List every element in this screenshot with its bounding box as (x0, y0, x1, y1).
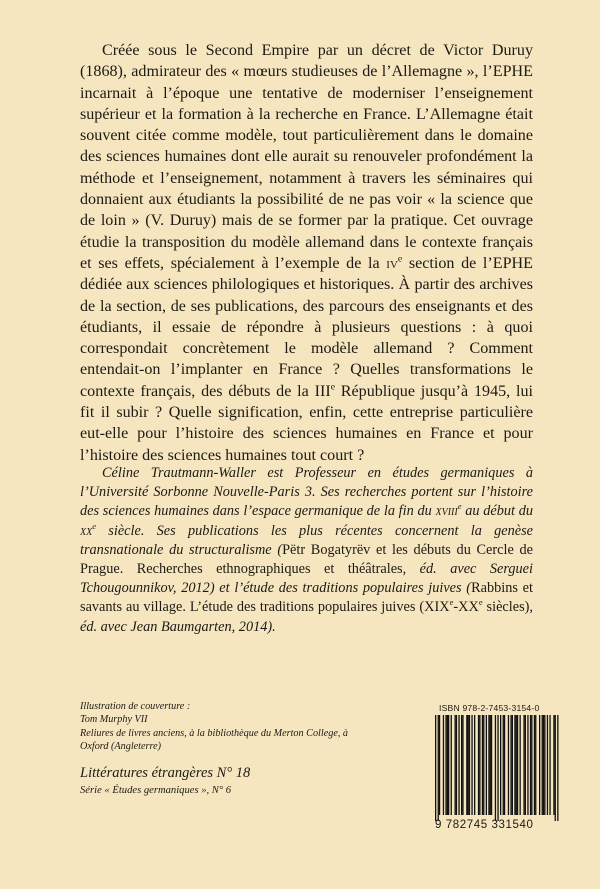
credit-line: Oxford (Angleterre) (80, 741, 162, 753)
barcode-bar (542, 715, 543, 815)
credit-line: Tom Murphy VII (80, 714, 148, 726)
barcode-bar (491, 715, 492, 815)
barcode-bar (525, 715, 526, 815)
barcode-bar (482, 715, 483, 815)
barcode-bar (549, 715, 550, 815)
barcode-bar (534, 715, 535, 815)
barcode-bar (471, 715, 472, 815)
barcode-bar (486, 715, 487, 815)
barcode-bar (523, 715, 524, 815)
barcode-bar (530, 715, 531, 815)
barcode-bar (497, 715, 498, 821)
barcode-bar (468, 715, 469, 815)
barcode-bar (451, 715, 452, 815)
barcode-bar (456, 715, 457, 815)
blurb-paragraph: Créée sous le Second Empire par un décret de Victor Duruy (1868), admirateur des « mœurs studieuses de l’Allemagne », l’EPHE incarnait à l’époque une tentative de moderniser l’enseignement supérieur et la formation à la recherche en France. L’Allemagne était souvent citée comme modèle, tout particulièrement dans le domaine des sciences humaines dont elle aurait su renouveler profondément la méthode et l’enseignement, notamment à travers les séminaires qui donnaient aux étudiants la possibilité de ne pas voir « la science que de loin » (V. Duruy) mais de se former par la pratique. Cet ouvrage étudie la transposition du modèle allemand dans le contexte français et ses effets, spécialement à l’exemple de la $iv^e$ section de l’EPHE dédiée aux sciences philologiques et historiques. À partir des archives de la section, de ses publications, des parcours des enseignants et des étudiants, il essaie de répondre à plusieurs questions : à quoi correspondait concrètement le modèle allemand ? Comment entendait-on l’implanter en France ? Quelles transformations le contexte français, des débuts de la IIIe République jusqu’à 1945, lui fit il subir ? Quelle signification, enfin, cette entreprise particulière eut-elle pour l’histoire des sciences humaines en France et pour l’histoire des sciences humaines tout court ? (80, 42, 533, 464)
credit-line: Illustration de couverture : (80, 701, 191, 712)
barcode-bar (553, 715, 554, 815)
barcode-bar (469, 715, 470, 815)
barcode-bar (479, 715, 480, 815)
barcode-bar (503, 715, 504, 815)
barcode-bar (474, 715, 475, 815)
barcode-bar (455, 715, 456, 815)
barcode-bar (488, 715, 489, 815)
barcode-bar (555, 715, 556, 821)
series-title: Littératures étrangères N° 18 (80, 765, 251, 781)
book-title: Pëtr Bogatyrëv et les débuts du Cercle de Prague. Recherches ethnographiques et théâtrales (80, 541, 533, 578)
isbn-label: ISBN 978-2-7453-3154-0 (439, 703, 540, 713)
barcode-bar (466, 715, 467, 815)
barcode-bar (447, 715, 448, 815)
barcode-bar (458, 715, 459, 815)
series-info (80, 763, 380, 799)
barcode-bar (461, 715, 462, 815)
barcode-bar (483, 715, 484, 815)
barcode-icon (433, 715, 559, 821)
barcode-bar (539, 715, 540, 815)
barcode-bar (445, 715, 446, 815)
isbn-barcode (433, 703, 563, 853)
author-bio (80, 464, 533, 637)
barcode-bar (462, 715, 463, 815)
barcode-bar (543, 715, 544, 815)
barcode-bar (490, 715, 491, 815)
barcode-bar (547, 715, 548, 815)
barcode-bar (544, 715, 545, 815)
barcode-bar (514, 715, 515, 815)
barcode-bar (512, 715, 513, 815)
barcode-bar (520, 715, 521, 815)
barcode-bar (448, 715, 449, 815)
barcode-bar (504, 715, 505, 815)
barcode-bar (435, 715, 436, 821)
barcode-bar (516, 715, 517, 815)
credit-line: Reliures de livres anciens, à la bibliothèque du Merton College, à (80, 727, 349, 739)
barcode-bar (478, 715, 479, 815)
barcode-bar (443, 715, 444, 815)
cover-credits (80, 700, 450, 754)
barcode-bar (508, 715, 509, 815)
blurb-text (80, 40, 533, 466)
barcode-bar (500, 715, 501, 815)
barcode-bar (527, 715, 528, 815)
bio-paragraph: Céline Trautmann-Waller est Professeur en études germaniques à l’Université Sorbonne Nouvelle-Paris 3. Ses recherches portent sur l’histoire des sciences humaines dans l’espace germanique de la fin du xviii$^e$ au début du $xx^e$ siècle. Ses publications les plus récentes concernent la genèse transnationale du structuralisme (Pëtr Bogatyrëv et les débuts du Cercle de Prague. Recherches ethnographiques et théâtrales, éd. avec Serguei Tchougounnikov, 2012) et l’étude des traditions populaires juives (Rabbins et savants au village. L’étude des traditions populaires juives (XIXe-XXe siècles), éd. avec Jean Baumgarten, 2014). (80, 465, 533, 635)
barcode-bar (495, 715, 496, 821)
barcode-bar (438, 715, 439, 821)
barcode-bar (517, 715, 518, 815)
series-subtitle: Série « Études germaniques », N° 6 (80, 785, 232, 796)
barcode-digits: 9 782745 331540 (435, 819, 534, 831)
barcode-bar (535, 715, 536, 815)
barcode-bar (439, 715, 440, 815)
barcode-bar (510, 715, 511, 815)
barcode-bar (531, 715, 532, 815)
book-title: Rabbins et savants au village. L’étude des traditions populaires juives ( (80, 580, 533, 616)
section-number: iv (386, 254, 398, 272)
barcode-bar (557, 715, 558, 821)
